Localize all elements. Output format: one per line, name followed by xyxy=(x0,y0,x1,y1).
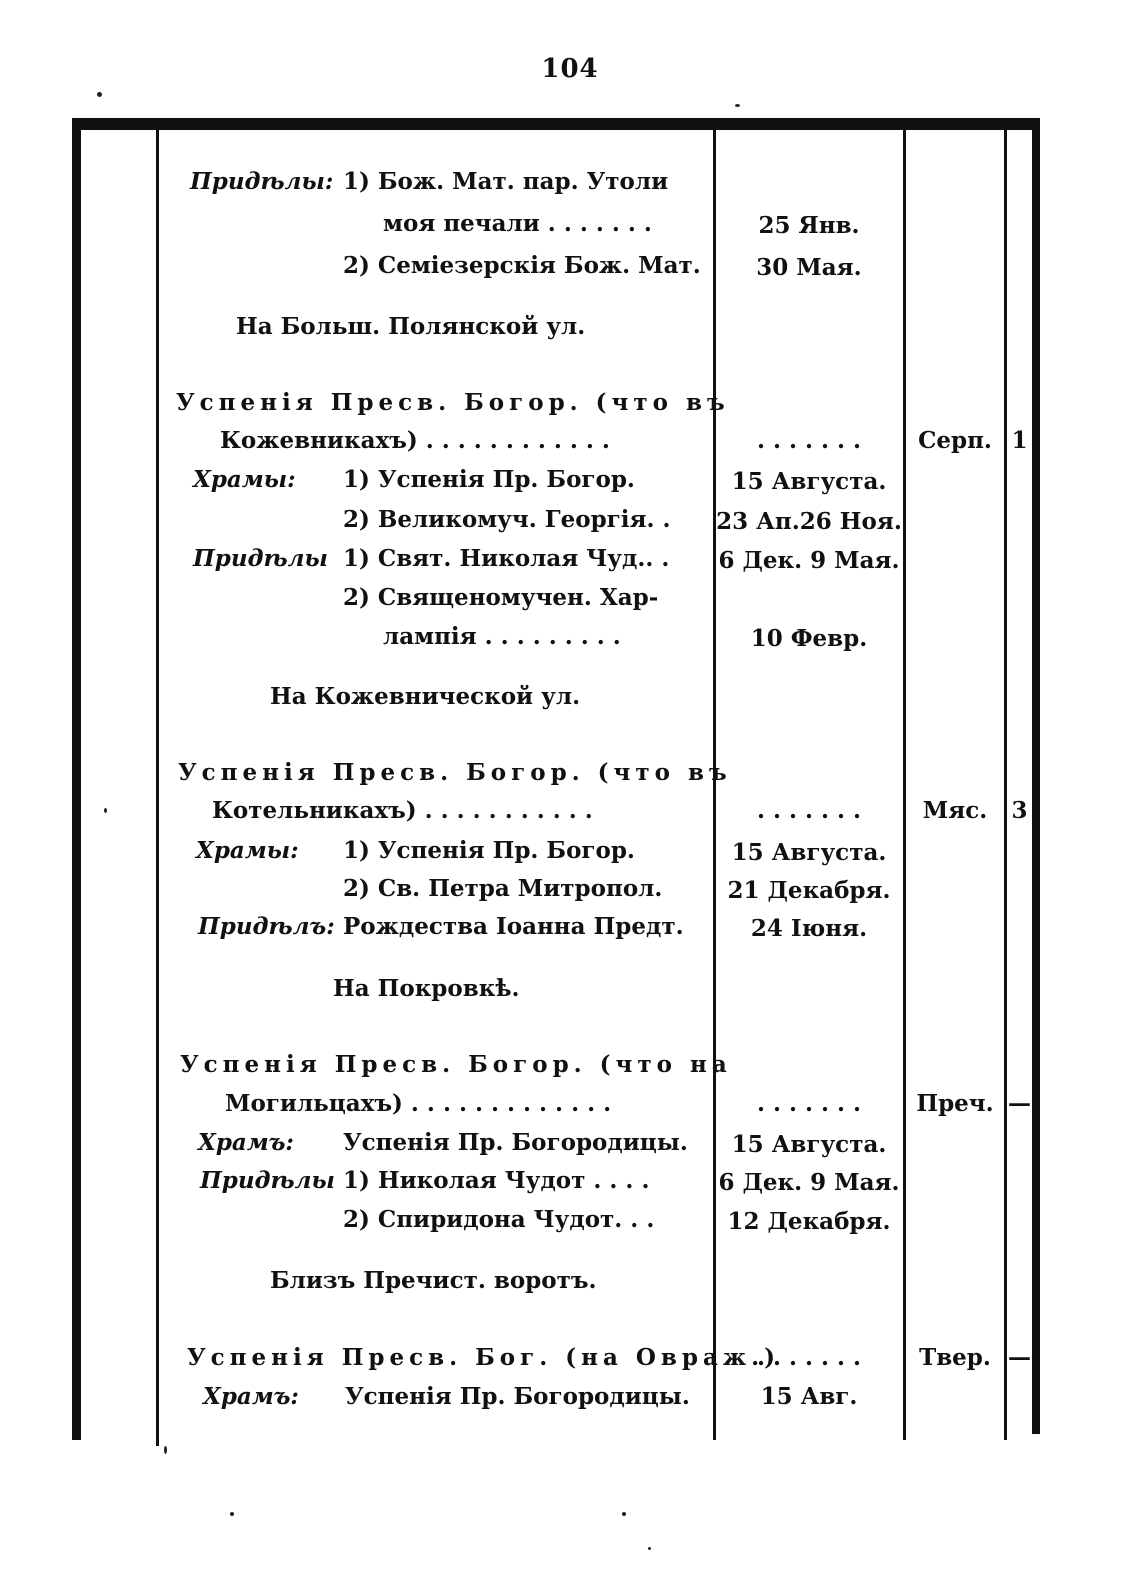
row-date: 6 Дек. 9 Мая. xyxy=(718,1169,900,1196)
district-cell: Твер. xyxy=(919,1344,991,1371)
row-date: 23 Ап.26 Ноя. xyxy=(716,508,902,535)
church-name: Успенiя Пресв. Богор. (что въ xyxy=(178,759,732,786)
street-heading: На Кожевнической ул. xyxy=(270,683,581,710)
district-cell: Мяс. xyxy=(922,797,988,824)
church-name: Успенiя Пресв. Богор. (что въ xyxy=(176,389,730,416)
row-text: 1) Успенiя Пр. Богор. xyxy=(343,466,635,493)
row-text: 2) Спиридона Чудот. . . xyxy=(343,1206,655,1233)
district-cell: Преч. xyxy=(916,1090,994,1117)
row-text: Успенiя Пр. Богородицы. xyxy=(343,1129,688,1156)
column-rule-main xyxy=(156,128,159,1446)
column-rule-number xyxy=(1004,128,1007,1440)
row-text: Успенiя Пр. Богородицы. xyxy=(345,1383,690,1410)
print-speck xyxy=(104,808,107,813)
row-date: 15 Августа. xyxy=(731,839,887,866)
row-text: моя печали . . . . . . . xyxy=(383,210,652,237)
row-date: 25 Янв. xyxy=(758,212,860,239)
row-text: 2) Св. Петра Митропол. xyxy=(343,875,663,902)
row-label: Храмъ: xyxy=(203,1383,299,1410)
row-date: 15 Августа. xyxy=(731,1131,887,1158)
row-date: 15 Августа. xyxy=(731,468,887,495)
print-speck xyxy=(97,92,102,97)
row-date: 24 Iюня. xyxy=(750,915,868,942)
church-name: Успенiя Пресв. Богор. (что на xyxy=(180,1051,732,1078)
row-text: 1) Свят. Николая Чуд.. . xyxy=(343,545,670,572)
row-text: 1) Николая Чудот . . . . xyxy=(343,1167,650,1194)
date-leader-dots: . . . . . . . xyxy=(756,1090,862,1117)
print-speck xyxy=(648,1547,651,1550)
row-text: 2) Священомучен. Хар- xyxy=(343,584,659,611)
row-label: Храмы: xyxy=(193,466,296,493)
row-label: Придѣлъ: xyxy=(198,913,335,940)
church-name-cont: Котельникахъ) . . . . . . . . . . . xyxy=(212,797,593,824)
row-date: 15 Авг. xyxy=(760,1383,858,1410)
street-heading: Близъ Пречист. воротъ. xyxy=(270,1267,597,1294)
number-cell: 3 xyxy=(1011,797,1028,824)
row-date: 30 Мая. xyxy=(756,254,862,281)
church-name: Успенiя Пресв. Бог. (на Овраж.) xyxy=(187,1344,780,1371)
row-text: 1) Бож. Мат. пар. Утоли xyxy=(343,168,669,195)
number-cell: — xyxy=(1008,1090,1031,1117)
column-rule-district xyxy=(903,128,906,1440)
street-heading: На Больш. Полянской ул. xyxy=(236,313,586,340)
table-top-rule xyxy=(72,118,1040,130)
row-text: Рождества Iоанна Предт. xyxy=(343,913,684,940)
row-date: 6 Дек. 9 Мая. xyxy=(718,547,900,574)
row-label: Придѣлы xyxy=(200,1167,335,1194)
print-speck xyxy=(164,1446,167,1454)
row-text: лампiя . . . . . . . . . xyxy=(383,623,621,650)
street-heading: На Покровкѣ. xyxy=(333,975,520,1002)
row-label: Храмъ: xyxy=(198,1129,294,1156)
table-right-border xyxy=(1032,118,1040,1434)
row-date: 10 Февр. xyxy=(750,625,868,652)
church-name-cont: Кожевникахъ) . . . . . . . . . . . . xyxy=(220,427,610,454)
row-text: 2) Великомуч. Георгiя. . xyxy=(343,506,671,533)
date-leader-dots: . . . . . . . xyxy=(756,1344,862,1371)
print-speck xyxy=(230,1512,234,1516)
number-cell: — xyxy=(1008,1344,1031,1371)
row-label: Придѣлы xyxy=(193,545,328,572)
number-cell: 1 xyxy=(1011,427,1028,454)
date-leader-dots: . . . . . . . xyxy=(756,427,862,454)
print-speck xyxy=(622,1512,626,1516)
row-date: 21 Декабря. xyxy=(727,877,891,904)
print-speck xyxy=(735,104,740,107)
row-label: Храмы: xyxy=(196,837,299,864)
page-number: 104 xyxy=(541,54,599,84)
table-left-border xyxy=(72,118,81,1440)
row-date: 12 Декабря. xyxy=(727,1208,891,1235)
church-name-cont: Могильцахъ) . . . . . . . . . . . . . xyxy=(225,1090,612,1117)
row-text: 2) Семiезерскiя Бож. Мат. xyxy=(343,252,701,279)
date-leader-dots: . . . . . . . xyxy=(756,797,862,824)
row-text: 1) Успенiя Пр. Богор. xyxy=(343,837,635,864)
row-label: Придѣлы: xyxy=(190,168,334,195)
district-cell: Серп. xyxy=(918,427,992,454)
